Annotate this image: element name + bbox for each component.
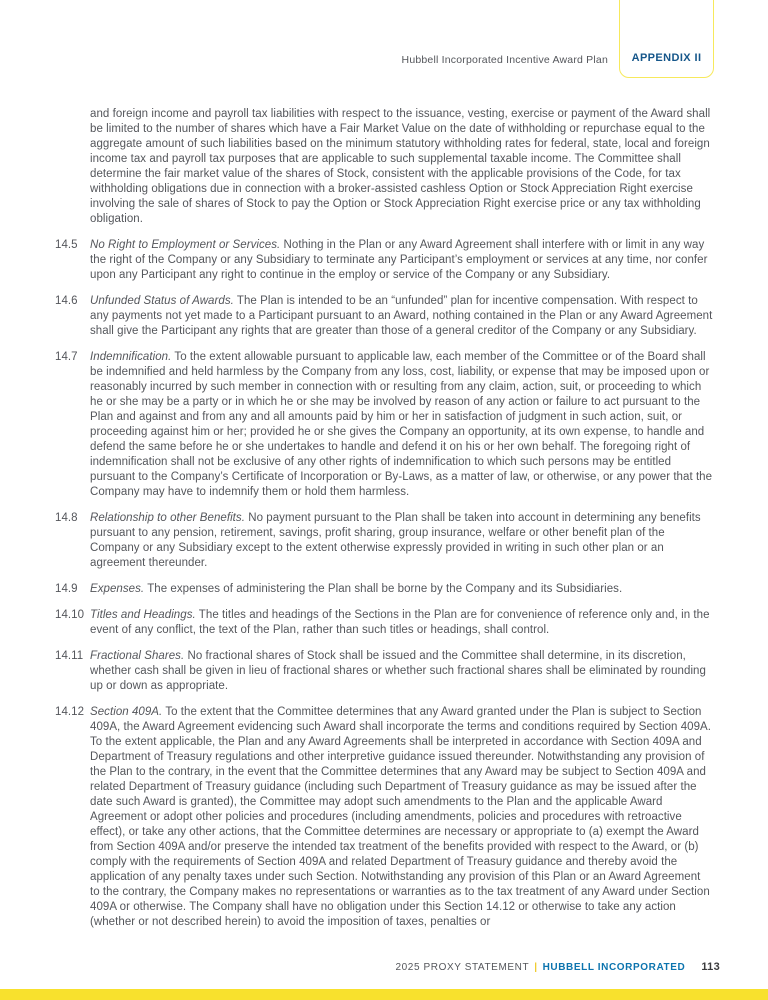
section-text: Nothing in the Plan or any Award Agreement shall interfere with or limit in any way the right of the Company or any Subsidiary to terminate any Participant’s employment or services at any time, nor confer upon any Participant any right to continue in the employ or service of the Company or any Subsidiary. xyxy=(90,239,708,281)
section-number: 14.7 xyxy=(55,351,78,363)
section-row-14-5 xyxy=(55,238,713,283)
section-text: To the extent allowable pursuant to applicable law, each member of the Committee or of the Board shall be indemnified and held harmless by the Company from any loss, cost, liability, or expense that may be imposed upon or reasonably incurred by such member in connection with or resulting from any claim, action, suit, or proceeding to which he or she may be a party or in which he or she may be involved by reason of any action or failure to act pursuant to the Plan and against and from any and all amounts paid by him or her in satisfaction of judgment in such action, suit, or proceeding against him or her; provided he or she gives the Company an opportunity, at its own expense, to handle and defend the same before he or she undertakes to handle and defend it on his or her own behalf. The foregoing right of indemnification shall not be exclusive of any other rights of indemnification to which such persons may be entitled pursuant to the Company’s Certificate of Incorporation or By-Laws, as a matter of law, or otherwise, or any power that the Company may have to indemnify them or hold them harmless. xyxy=(90,351,713,498)
appendix-badge xyxy=(619,0,714,78)
section-heading: Expenses. xyxy=(90,583,145,595)
section-row-14-7 xyxy=(55,350,713,500)
section-body xyxy=(90,511,713,571)
section-number: 14.6 xyxy=(55,295,78,307)
bottom-accent-bar xyxy=(0,989,768,1000)
section-text: No payment pursuant to the Plan shall be taken into account in determining any benefits pursuant to any pension, retirement, savings, profit sharing, group insurance, welfare or other benefit plan of the Company or any Subsidiary except to the extent otherwise expressly provided in writing in such other plan or an agreement thereunder. xyxy=(90,512,701,569)
header-title: Hubbell Incorporated Incentive Award Plan xyxy=(401,54,608,66)
section-heading: Unfunded Status of Awards. xyxy=(90,295,234,307)
section-body xyxy=(90,238,713,283)
section-number: 14.9 xyxy=(55,583,78,595)
section-heading: Section 409A. xyxy=(90,706,163,718)
section-text: To the extent that the Committee determines that any Award granted under the Plan is subject to Section 409A, the Award Agreement evidencing such Award shall incorporate the terms and conditions required by Section 409A. To the extent applicable, the Plan and any Award Agreements shall be interpreted in accordance with Section 409A and Department of Treasury regulations and other interpretive guidance issued thereunder. Notwithstanding any provision of the Plan to the contrary, in the event that the Committee determines that any Award may be subject to Section 409A and related Department of Treasury guidance (including such Department of Treasury guidance as may be issued after the date such Award is granted), the Committee may adopt such amendments to the Plan and the applicable Award Agreement or adopt other policies and procedures (including amendments, policies and procedures with retroactive effect), or take any other actions, that the Committee determines are necessary or appropriate to (a) exempt the Award from Section 409A and/or preserve the intended tax treatment of the benefits provided with respect to the Award, or (b) comply with the requirements of Section 409A and related Department of Treasury guidance and thereby avoid the application of any penalty taxes under such Section. Notwithstanding any provision of this Plan or an Award Agreement to the contrary, the Company makes no representations or warranties as to the tax treatment of any Award under Section 409A or otherwise. The Company shall have no obligation under this Section 14.12 or otherwise to take any action (whether or not described herein) to avoid the imposition of taxes, penalties or xyxy=(90,706,712,928)
section-body xyxy=(90,294,713,339)
section-row-14-12 xyxy=(55,705,713,930)
section-number: 14.12 xyxy=(55,706,85,718)
footer-company: HUBBELL INCORPORATED xyxy=(542,962,686,973)
section-heading: Titles and Headings. xyxy=(90,609,196,621)
page-number: 113 xyxy=(701,961,720,973)
section-row-14-11 xyxy=(55,649,713,694)
section-number: 14.10 xyxy=(55,609,85,621)
section-number: 14.5 xyxy=(55,239,78,251)
section-body xyxy=(90,350,713,500)
section-row-14-8 xyxy=(55,511,713,571)
section-body xyxy=(90,582,713,597)
section-number: 14.11 xyxy=(55,650,84,662)
section-text: The Plan is intended to be an “unfunded” plan for incentive compensation. With respect to any payments not yet made to a Participant pursuant to an Award, nothing contained in the Plan or any Award Agreement shall give the Participant any rights that are greater than those of a general creditor of the Company or any Subsidiary. xyxy=(90,295,713,337)
section-heading: Indemnification. xyxy=(90,351,172,363)
section-body xyxy=(90,705,713,930)
section-heading: Relationship to other Benefits. xyxy=(90,512,245,524)
appendix-badge-label: APPENDIX II xyxy=(631,52,702,64)
section-text: The titles and headings of the Sections in the Plan are for convenience of reference only and, in the event of any conflict, the text of the Plan, rather than such titles or headings, shall control. xyxy=(90,609,710,636)
section-row-14-6 xyxy=(55,294,713,339)
page-footer xyxy=(395,961,720,973)
footer-statement: 2025 PROXY STATEMENT xyxy=(395,962,530,973)
document-body xyxy=(55,107,713,941)
section-heading: No Right to Employment or Services. xyxy=(90,239,281,251)
section-text: The expenses of administering the Plan shall be borne by the Company and its Subsidiaries. xyxy=(147,583,623,595)
section-row-14-10 xyxy=(55,608,713,638)
section-row-14-9 xyxy=(55,582,713,597)
section-body xyxy=(90,608,713,638)
section-number: 14.8 xyxy=(55,512,78,524)
section-text: No fractional shares of Stock shall be issued and the Committee shall determine, in its discretion, whether cash shall be given in lieu of fractional shares or whether such fractional shares shall be eliminated by rounding up or down as appropriate. xyxy=(90,650,706,692)
section-body xyxy=(90,649,713,694)
section-heading: Fractional Shares. xyxy=(90,650,185,662)
intro-paragraph: and foreign income and payroll tax liabilities with respect to the issuance, vesting, exercise or payment of the Award shall be limited to the number of shares which have a Fair Market Value on the date of withholding or repurchase equal to the aggregate amount of such liabilities based on the minimum statutory withholding rates for federal, state, local and foreign income tax and payroll tax purposes that are applicable to such supplemental taxable income. The Committee shall determine the fair market value of the shares of Stock, consistent with the applicable provisions of the Code, for tax withholding obligations due in connection with a broker-assisted cashless Option or Stock Appreciation Right exercise involving the sale of shares of Stock to pay the Option or Stock Appreciation Right exercise price or any tax withholding obligation. xyxy=(90,108,711,225)
footer-separator: | xyxy=(534,962,538,973)
